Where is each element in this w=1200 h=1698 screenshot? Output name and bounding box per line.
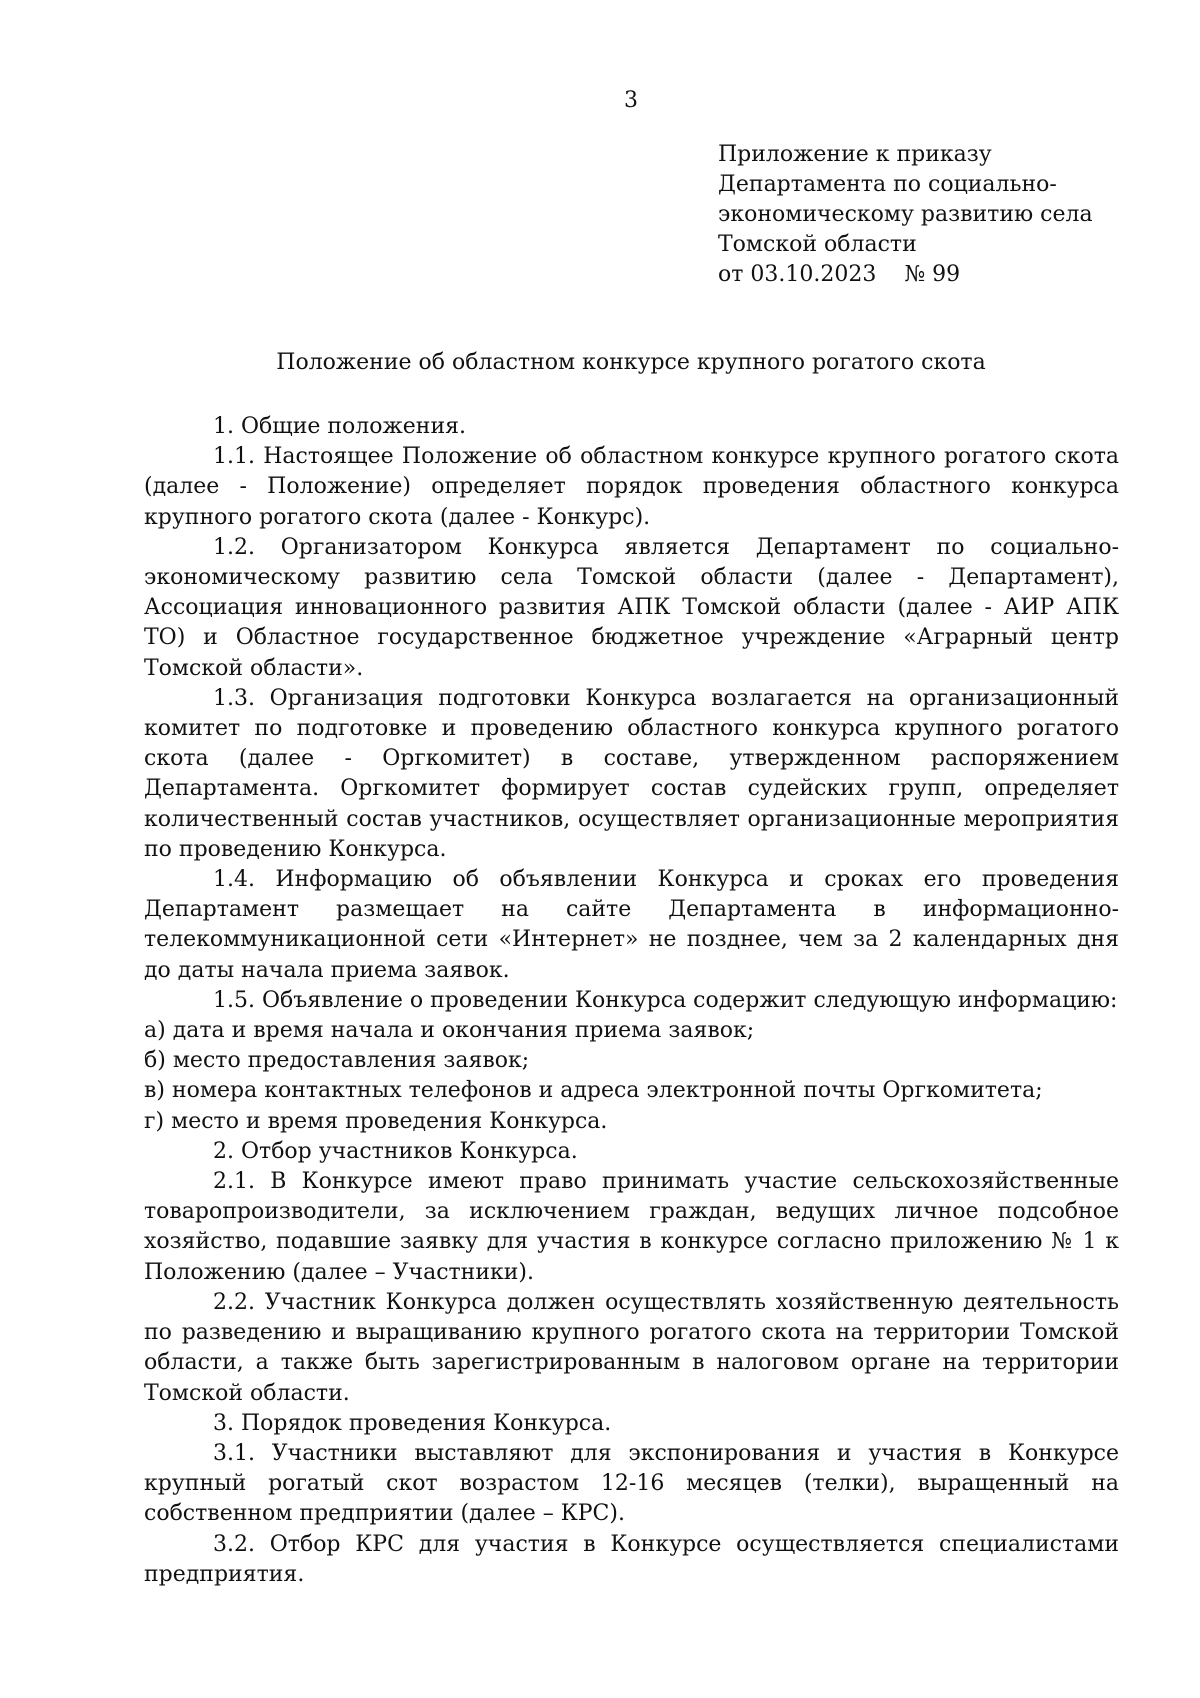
section-heading-3: 3. Порядок проведения Конкурса. bbox=[213, 1410, 612, 1436]
paragraph-1-3: 1.3. Организация подготовки Конкурса возлагается на организационный комитет по подготовке и проведению областного конкурса крупного рогатого скота (далее - Оргкомитет) в составе, утвержденном распоряжением Департамента. Оргкомитет формирует состав судейских групп, определяет количественный состав участников, осуществляет организационные мероприятия по проведению Конкурса. bbox=[144, 685, 1119, 862]
list-item-g: г) место и время проведения Конкурса. bbox=[144, 1108, 608, 1134]
paragraph-3-2: 3.2. Отбор КРС для участия в Конкурсе осуществляется специалистами предприятия. bbox=[144, 1531, 1119, 1587]
paragraph-2-2: 2.2. Участник Конкурса должен осуществлять хозяйственную деятельность по разведению и выращиванию крупного рогатого скота на территории Томской области, а также быть зарегистрированным в налоговом органе на территории Томской области. bbox=[144, 1289, 1119, 1406]
annex-line: Приложение к приказу bbox=[718, 142, 992, 167]
list-item-b: б) место предоставления заявок; bbox=[144, 1048, 530, 1074]
annex-line: Томской области bbox=[718, 232, 917, 257]
paragraph-2-1: 2.1. В Конкурсе имеют право принимать участие сельскохозяйственные товаропроизводители, за исключением граждан, ведущих личное подсобное хозяйство, подавшие заявку для участия в конкурсе согласно приложению № 1 к Положению (далее – Участники). bbox=[144, 1169, 1119, 1285]
document-title: Положение об областном конкурсе крупного рогатого скота bbox=[276, 350, 986, 375]
annex-line: Департамента по социально- bbox=[718, 172, 1057, 197]
paragraph-1-5: 1.5. Объявление о проведении Конкурса содержит следующую информацию: bbox=[213, 987, 1118, 1013]
annex-line: от 03.10.2023 № 99 bbox=[718, 262, 961, 287]
section-heading-2: 2. Отбор участников Конкурса. bbox=[213, 1138, 578, 1164]
document-body bbox=[144, 412, 1119, 1590]
paragraph-3-1: 3.1. Участники выставляют для экспонирования и участия в Конкурсе крупный рогатый скот возрастом 12-16 месяцев (телки), выращенный на собственном предприятии (далее – КРС). bbox=[144, 1440, 1119, 1527]
annex-block bbox=[718, 140, 1093, 290]
annex-line: экономическому развитию села bbox=[718, 202, 1093, 227]
list-item-v: в) номера контактных телефонов и адреса электронной почты Оргкомитета; bbox=[144, 1078, 1043, 1104]
paragraph-1-2: 1.2. Организатором Конкурса является Департамент по социально-экономическому развитию села Томской области (далее - Департамент), Ассоциация инновационного развития АПК Томской области (далее - АИР АПК ТО) и Областное государственное бюджетное учреждение «Аграрный центр Томской области». bbox=[144, 534, 1119, 681]
section-heading-1: 1. Общие положения. bbox=[213, 414, 466, 439]
paragraph-1-4: 1.4. Информацию об объявлении Конкурса и сроках его проведения Департамент размещает на сайте Департамента в информационно-телекоммуникационной сети «Интернет» не позднее, чем за 2 календарных дня до даты начала приема заявок. bbox=[144, 867, 1119, 983]
paragraph-1-1: 1.1. Настоящее Положение об областном конкурсе крупного рогатого скота (далее - Положение) определяет порядок проведения областного конкурса крупного рогатого скота (далее - Конкурс). bbox=[144, 444, 1119, 530]
page-number: 3 bbox=[624, 88, 638, 113]
list-item-a: а) дата и время начала и окончания приема заявок; bbox=[144, 1018, 755, 1044]
